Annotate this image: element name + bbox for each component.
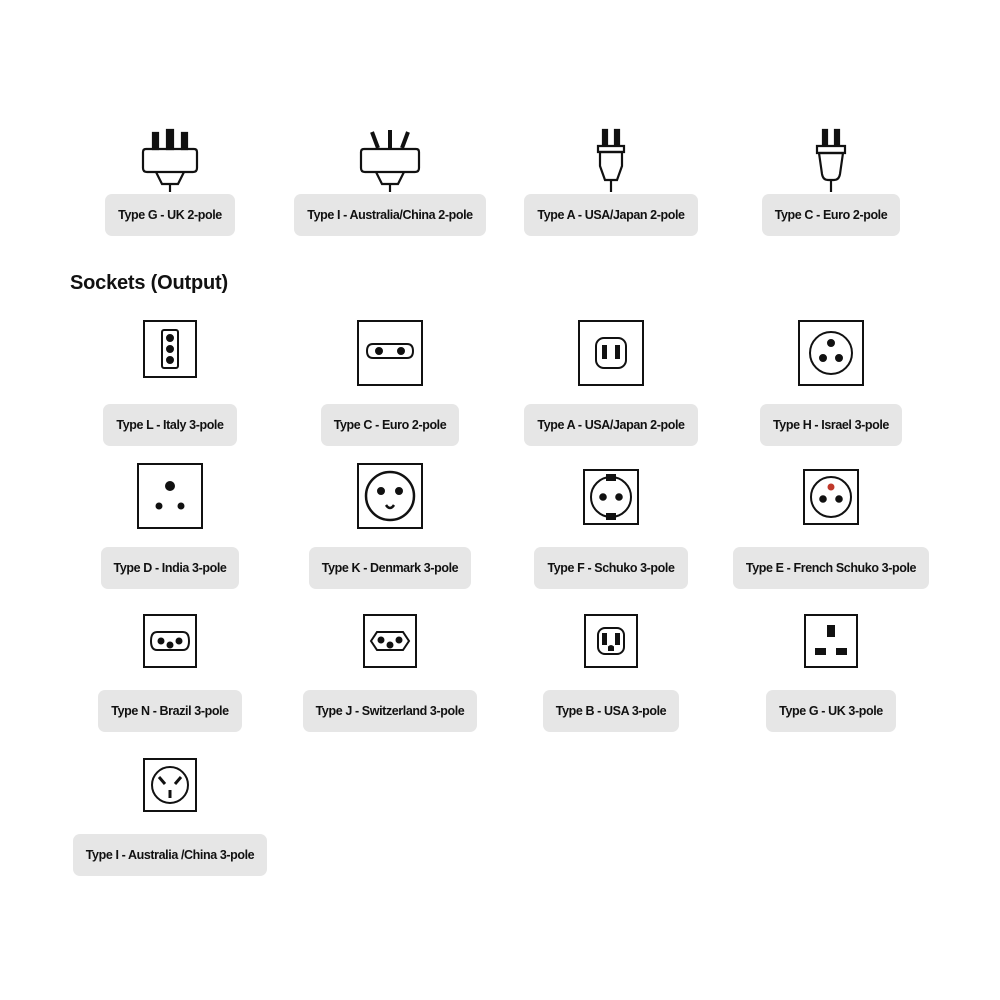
plug-item-euro [706,110,956,236]
usa-japan-socket-icon [578,320,644,404]
socket-label: Type B - USA 3-pole [543,690,679,732]
uk-plug-icon [140,110,200,194]
socket-label: Type D - India 3-pole [101,547,240,589]
plug-label: Type A - USA/Japan 2-pole [524,194,697,236]
socket-label: Type K - Denmark 3-pole [309,547,471,589]
switzerland-socket-icon [363,614,417,690]
socket-label: Type A - USA/Japan 2-pole [524,404,697,446]
plug-item-australia [265,110,515,236]
socket-label: Type E - French Schuko 3-pole [733,547,929,589]
socket-label: Type G - UK 3-pole [766,690,896,732]
socket-label: Type L - Italy 3-pole [103,404,236,446]
socket-label: Type H - Israel 3-pole [760,404,902,446]
socket-item-usa [486,614,736,732]
socket-label: Type I - Australia /China 3-pole [73,834,267,876]
socket-item-italy [45,320,295,446]
socket-label: Type N - Brazil 3-pole [98,690,241,732]
plug-item-usa [486,110,736,236]
socket-item-french-schuko [706,463,956,589]
brazil-socket-icon [143,614,197,690]
plug-item-uk [45,110,295,236]
uk-socket-icon [804,614,858,690]
schuko-socket-icon [583,463,639,547]
usa-socket-icon [584,614,638,690]
socket-item-euro [265,320,515,446]
socket-label: Type F - Schuko 3-pole [534,547,687,589]
socket-item-switzerland [265,614,515,732]
plug-label: Type I - Australia/China 2-pole [294,194,485,236]
italy-socket-icon [143,320,197,404]
israel-socket-icon [798,320,864,404]
sockets-title: Sockets (Output) [70,272,228,294]
socket-item-schuko [486,463,736,589]
socket-label: Type C - Euro 2-pole [321,404,460,446]
socket-item-usa-japan [486,320,736,446]
usa-plug-icon [595,110,627,194]
socket-item-denmark [265,463,515,589]
socket-item-australia-china [45,758,295,876]
india-socket-icon [137,463,203,547]
plug-label: Type C - Euro 2-pole [762,194,901,236]
denmark-socket-icon [357,463,423,547]
socket-label: Type J - Switzerland 3-pole [303,690,478,732]
socket-item-israel [706,320,956,446]
socket-item-india [45,463,295,589]
socket-item-uk [706,614,956,732]
plug-label: Type G - UK 2-pole [105,194,235,236]
australia-plug-icon [358,110,422,194]
australia-china-socket-icon [143,758,197,834]
socket-item-brazil [45,614,295,732]
euro-socket-icon [357,320,423,404]
french-schuko-socket-icon [803,463,859,547]
euro-plug-icon [814,110,848,194]
